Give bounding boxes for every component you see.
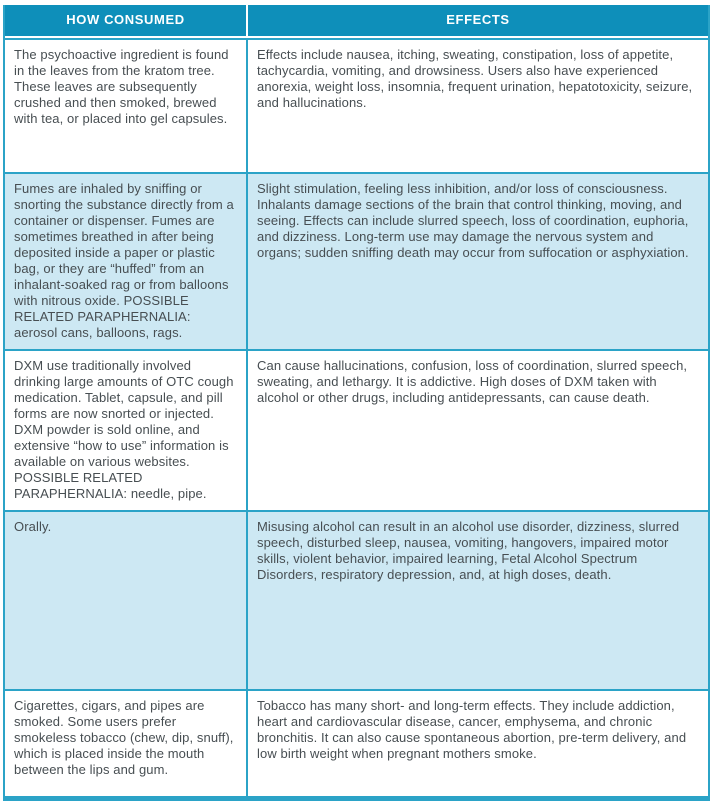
table-row-dxm [5, 349, 708, 510]
how-consumed-cell: Cigarettes, cigars, and pipes are smoked. Some users prefer smokeless tobacco (chew, dip, snuff), which is placed inside the mouth between the lips and gum. [5, 689, 248, 796]
how-consumed-cell: Orally. [5, 510, 248, 689]
header-how-consumed: HOW CONSUMED [5, 5, 248, 38]
table-row-kratom [5, 38, 708, 172]
table-row-tobacco [5, 689, 708, 796]
effects-cell: Can cause hallucinations, confusion, loss of coordination, slurred speech, sweating, and lethargy. It is addictive. High doses of DXM taken with alcohol or other drugs, including antidepressants, can cause death. [248, 349, 708, 510]
effects-cell: Slight stimulation, feeling less inhibition, and/or loss of consciousness. Inhalants damage sections of the brain that control thinking, moving, and seeing. Effects can include slurred speech, loss of coordination, euphoria, and dizziness. Long-term use may damage the nervous system and organs; sudden sniffing death may occur from suffocation or asphyxiation. [248, 172, 708, 349]
effects-cell: Misusing alcohol can result in an alcohol use disorder, dizziness, slurred speech, disturbed sleep, nausea, vomiting, hangovers, impaired motor skills, violent behavior, impaired learning, Fetal Alcohol Spectrum Disorders, respiratory depression, and, at high doses, death. [248, 510, 708, 689]
effects-cell: Tobacco has many short- and long-term effects. They include addiction, heart and cardiovascular disease, cancer, emphysema, and chronic bronchitis. It can also cause spontaneous abortion, pre-term delivery, and low birth weight when pregnant mothers smoke. [248, 689, 708, 796]
how-consumed-cell: The psychoactive ingredient is found in the leaves from the kratom tree. These leaves are subsequently crushed and then smoked, brewed with tea, or placed into gel capsules. [5, 38, 248, 172]
table-header-row [5, 5, 708, 38]
effects-cell: Effects include nausea, itching, sweating, constipation, loss of appetite, tachycardia, vomiting, and drowsiness. Users also have experienced anorexia, weight loss, insomnia, frequent urination, hepatotoxicity, seizure, and hallucinations. [248, 38, 708, 172]
how-consumed-cell: Fumes are inhaled by sniffing or snorting the substance directly from a container or dispenser. Fumes are sometimes breathed in after being deposited inside a paper or plastic bag, or they are “huffed” from an inhalant-soaked rag or from balloons with nitrous oxide. POSSIBLE RELATED PARAPHERNALIA: aerosol cans, balloons, rags. [5, 172, 248, 349]
how-consumed-effects-table [3, 5, 710, 801]
table-row-alcohol [5, 510, 708, 689]
header-effects: EFFECTS [248, 5, 708, 38]
table-row-inhalants [5, 172, 708, 349]
how-consumed-cell: DXM use traditionally involved drinking large amounts of OTC cough medication. Tablet, capsule, and pill forms are now snorted or injected. DXM powder is sold online, and extensive “how to use” information is available on various websites. POSSIBLE RELATED PARAPHERNALIA: needle, pipe. [5, 349, 248, 510]
